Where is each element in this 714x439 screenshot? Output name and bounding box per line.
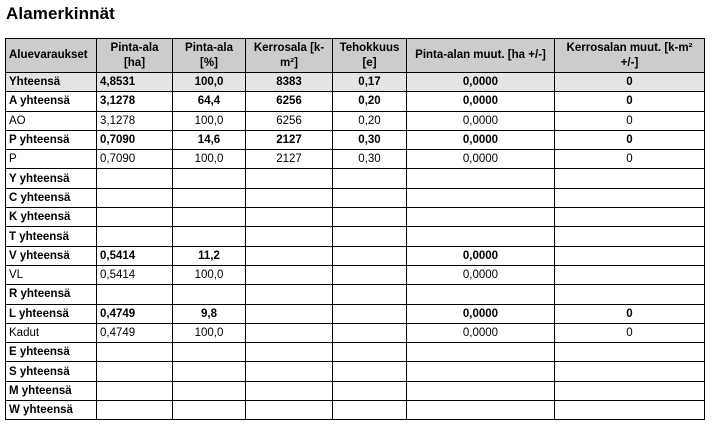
table-cell — [407, 188, 555, 207]
table-cell — [407, 285, 555, 304]
table-row — [6, 285, 705, 304]
table-cell — [407, 362, 555, 381]
table-cell — [555, 227, 705, 246]
table-cell: 9,8 — [173, 304, 246, 323]
table-cell — [407, 227, 555, 246]
table-cell: 2127 — [246, 150, 333, 169]
table-cell: 0,5414 — [97, 246, 173, 265]
table-cell — [97, 362, 173, 381]
table-cell: 8383 — [246, 73, 333, 92]
table-cell — [333, 304, 407, 323]
table-row — [6, 381, 705, 400]
column-header-pinta-alan-muutos: Pinta-alan muut. [ha +/-] — [407, 39, 555, 73]
row-label-cell: C yhteensä — [6, 188, 97, 207]
table-cell — [173, 169, 246, 188]
table-cell — [97, 401, 173, 420]
table-cell — [97, 381, 173, 400]
table-row — [6, 169, 705, 188]
table-cell: 0,0000 — [407, 246, 555, 265]
table-cell — [246, 362, 333, 381]
table-cell: 6256 — [246, 92, 333, 111]
table-row — [6, 362, 705, 381]
table-cell — [333, 401, 407, 420]
table-cell: 0,20 — [333, 92, 407, 111]
table-cell: 0 — [555, 92, 705, 111]
table-cell: 0,0000 — [407, 111, 555, 130]
table-cell: 0,20 — [333, 111, 407, 130]
table-cell — [555, 246, 705, 265]
row-label-cell: M yhteensä — [6, 381, 97, 400]
table-cell — [246, 323, 333, 342]
table-row — [6, 246, 705, 265]
table-cell — [246, 343, 333, 362]
table-cell — [555, 265, 705, 284]
table-cell — [333, 362, 407, 381]
table-cell: 0 — [555, 130, 705, 149]
table-cell: 0 — [555, 323, 705, 342]
table-row — [6, 343, 705, 362]
table-row — [6, 227, 705, 246]
land-use-table — [5, 38, 705, 420]
table-cell — [333, 323, 407, 342]
row-label-cell: W yhteensä — [6, 401, 97, 420]
table-cell — [246, 265, 333, 284]
column-header-kerrosalan-muutos: Kerrosalan muut. [k-m² +/-] — [555, 39, 705, 73]
table-row — [6, 401, 705, 420]
table-row — [6, 150, 705, 169]
table-cell — [246, 304, 333, 323]
table-cell — [173, 401, 246, 420]
table-cell — [555, 362, 705, 381]
table-cell: 100,0 — [173, 323, 246, 342]
row-label-cell: VL — [6, 265, 97, 284]
table-row — [6, 188, 705, 207]
table-cell — [555, 285, 705, 304]
table-row — [6, 111, 705, 130]
table-cell: 0,0000 — [407, 150, 555, 169]
table-cell — [333, 208, 407, 227]
table-cell — [97, 188, 173, 207]
table-cell — [246, 285, 333, 304]
table-cell — [333, 188, 407, 207]
table-cell: 0,30 — [333, 150, 407, 169]
table-cell: 0,0000 — [407, 304, 555, 323]
table-cell: 64,4 — [173, 92, 246, 111]
table-cell — [173, 208, 246, 227]
row-label-cell: S yhteensä — [6, 362, 97, 381]
row-label-cell: Yhteensä — [6, 73, 97, 92]
table-cell — [173, 188, 246, 207]
table-cell: 0,17 — [333, 73, 407, 92]
table-cell: 0,30 — [333, 130, 407, 149]
table-row — [6, 130, 705, 149]
table-cell — [333, 169, 407, 188]
table-cell — [173, 343, 246, 362]
table-cell — [407, 381, 555, 400]
table-cell: 0,4749 — [97, 304, 173, 323]
table-cell — [333, 265, 407, 284]
column-header-kerrosala: Kerrosala [k-m²] — [246, 39, 333, 73]
table-cell: 6256 — [246, 111, 333, 130]
page-title: Alamerkinnät — [6, 4, 115, 23]
table-cell: 0,0000 — [407, 323, 555, 342]
table-cell: 3,1278 — [97, 111, 173, 130]
table-total-row — [6, 73, 705, 92]
row-label-cell: P — [6, 150, 97, 169]
table-cell — [97, 227, 173, 246]
table-cell — [407, 401, 555, 420]
table-cell — [246, 188, 333, 207]
table-cell — [407, 169, 555, 188]
table-cell — [173, 381, 246, 400]
table-cell: 0,0000 — [407, 92, 555, 111]
table-cell: 0 — [555, 73, 705, 92]
table-cell: 4,8531 — [97, 73, 173, 92]
table-cell: 0,0000 — [407, 73, 555, 92]
table-cell — [97, 343, 173, 362]
table-cell — [555, 381, 705, 400]
table-cell — [97, 285, 173, 304]
table-cell — [333, 227, 407, 246]
row-label-cell: AO — [6, 111, 97, 130]
column-header-pinta-ala-ha: Pinta-ala [ha] — [97, 39, 173, 73]
table-cell — [246, 401, 333, 420]
table-row — [6, 265, 705, 284]
table-cell: 100,0 — [173, 111, 246, 130]
table-cell: 0,7090 — [97, 130, 173, 149]
table-cell — [333, 285, 407, 304]
table-row — [6, 92, 705, 111]
table-cell: 0 — [555, 150, 705, 169]
table-cell — [555, 343, 705, 362]
table-cell — [246, 381, 333, 400]
table-cell — [173, 362, 246, 381]
table-cell — [173, 227, 246, 246]
table-cell — [555, 188, 705, 207]
table-cell — [246, 208, 333, 227]
table-cell — [555, 169, 705, 188]
table-cell — [555, 401, 705, 420]
table-cell: 2127 — [246, 130, 333, 149]
row-label-cell: Kadut — [6, 323, 97, 342]
row-label-cell: A yhteensä — [6, 92, 97, 111]
table-cell — [333, 246, 407, 265]
table-cell — [246, 169, 333, 188]
table-cell: 0,7090 — [97, 150, 173, 169]
table-cell — [333, 343, 407, 362]
column-header-tehokkuus: Tehokkuus [e] — [333, 39, 407, 73]
row-label-cell: T yhteensä — [6, 227, 97, 246]
row-label-cell: V yhteensä — [6, 246, 97, 265]
table-cell — [407, 208, 555, 227]
row-label-cell: E yhteensä — [6, 343, 97, 362]
table-cell — [246, 246, 333, 265]
row-label-cell: R yhteensä — [6, 285, 97, 304]
table-row — [6, 323, 705, 342]
row-label-cell: L yhteensä — [6, 304, 97, 323]
table-cell — [97, 169, 173, 188]
table-cell: 100,0 — [173, 265, 246, 284]
table-cell: 0 — [555, 304, 705, 323]
table-cell: 11,2 — [173, 246, 246, 265]
table-cell: 3,1278 — [97, 92, 173, 111]
table-cell — [97, 208, 173, 227]
table-cell — [333, 381, 407, 400]
table-cell: 0,4749 — [97, 323, 173, 342]
table-row — [6, 208, 705, 227]
row-label-cell: K yhteensä — [6, 208, 97, 227]
table-cell — [407, 343, 555, 362]
table-header-row — [6, 39, 705, 73]
table-cell: 14,6 — [173, 130, 246, 149]
column-header-aluevaraukset: Aluevaraukset — [6, 39, 97, 73]
table-cell: 100,0 — [173, 150, 246, 169]
row-label-cell: Y yhteensä — [6, 169, 97, 188]
table-cell: 0,0000 — [407, 265, 555, 284]
table-cell: 0,5414 — [97, 265, 173, 284]
table-cell: 0,0000 — [407, 130, 555, 149]
table-cell: 100,0 — [173, 73, 246, 92]
table-cell — [246, 227, 333, 246]
table-cell: 0 — [555, 111, 705, 130]
table-cell — [173, 285, 246, 304]
column-header-pinta-ala-pct: Pinta-ala [%] — [173, 39, 246, 73]
table-cell — [555, 208, 705, 227]
table-row — [6, 304, 705, 323]
row-label-cell: P yhteensä — [6, 130, 97, 149]
